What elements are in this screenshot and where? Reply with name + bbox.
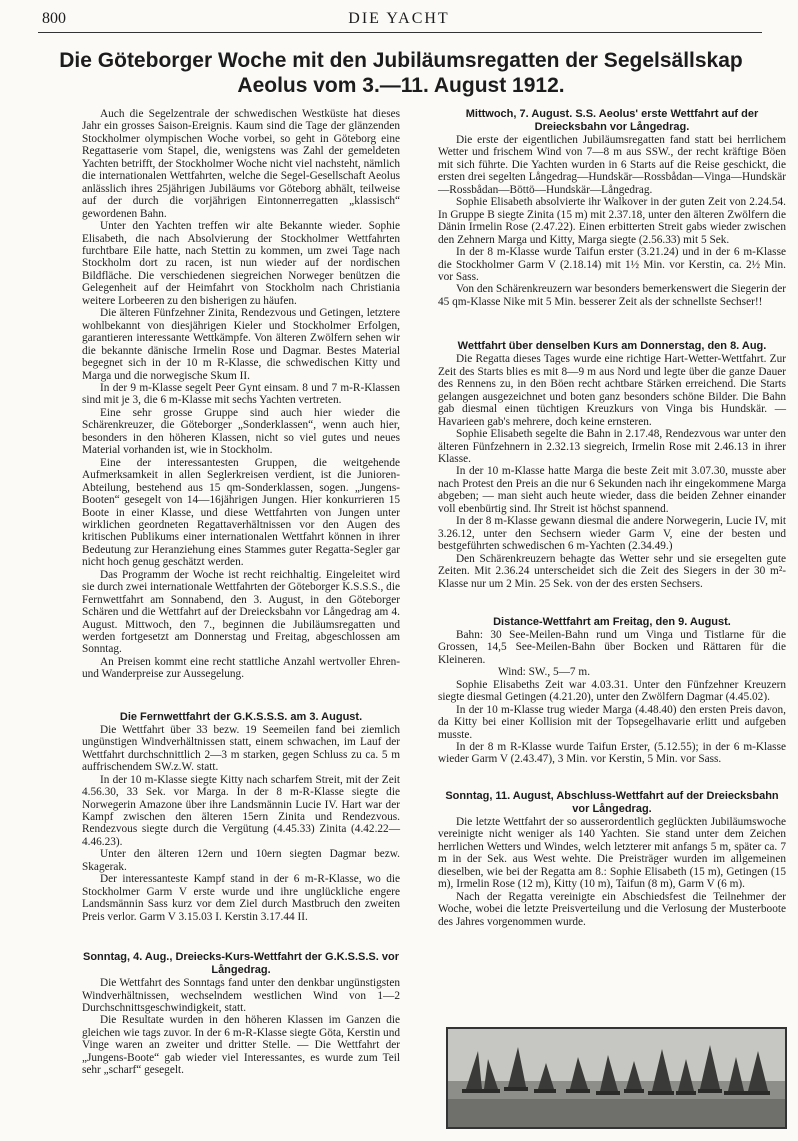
regatta-sailboats-illustration [448, 1029, 785, 1127]
paragraph: In der 8 m-Klasse wurde Taifun erster (3.21.24) und in der 6 m-Klasse die Stockholmer Garm V (2.18.14) mit 1½ Min. vor Kerstin, ca. 2½ Min. vor Sass. [438, 246, 786, 283]
paragraph: Von den Schärenkreuzern war besonders bemerkenswert die Siegerin der 45 qm-Klasse Nike mit 5 Min. besserer Zeit als der schnellste Sechser!! [438, 283, 786, 308]
section-heading: Distance-Wettfahrt am Freitag, den 9. August. [493, 615, 731, 628]
right-column [438, 108, 786, 928]
section-sonntag-4-aug [82, 951, 400, 1077]
section-mittwoch-7-aug [438, 108, 786, 308]
paragraph: Sophie Elisabeths Zeit war 4.03.31. Unter den Fünfzehner Kreuzern siegte diesmal Getingen (4.21.20), unter den Zwölfern Dagmar (4.45.02). [438, 678, 786, 704]
journal-title: DIE YACHT [348, 10, 450, 27]
paragraph: Die Regatta dieses Tages wurde eine richtige Hart-Wetter-Wettfahrt. Zur Zeit des Starts blies es mit 8—9 m aus Nord und legte über die ganze Dauer des Rennens zu, in den Böen recht achtbare Stärken erreichend. Die Starts gelangen ausgezeichnet und boten ganz besonders schöne Bilder. Die Bahn gab diesmal einen tüchtigen Kreuzkurs von Vinga bis Hundskär. — Havarieen gab's mehrere, doch keine ernsteren. [438, 353, 786, 428]
paragraph: Der interessanteste Kampf stand in der 6 m-R-Klasse, wo die Stockholmer Garm V erste wurde und ihre unglückliche engere Landsmännin Sass kurz vor dem Ziel durch Mastbruch den zweiten Preis verlor. Garm V 3.15.03 I. Kerstin 3.17.44 II. [82, 873, 400, 923]
regatta-photo [446, 1027, 787, 1129]
paragraph: In der 10 m-Klasse trug wieder Marga (4.48.40) den ersten Preis davon, da Kitty bei einer Kollision mit der Topsegelhavarie erlitt und aufgeben musste. [438, 703, 786, 741]
paragraph: In der 9 m-Klasse segelt Peer Gynt einsam. 8 und 7 m-R-Klassen sind mit je 3, die 6 m-Klasse mit sechs Yachten vertreten. [82, 381, 400, 407]
paragraph: Wind: SW., 5—7 m. [498, 666, 591, 679]
paragraph: In der 10 m-Klasse siegte Kitty nach scharfem Streit, mit der Zeit 4.56.30, 33 Sek. vor Marga. In der 8 m-R-Klasse siegte die Norwegerin Amazone über ihre Landsmännin Lucie IV. Hart war der Kampf zwischen den älteren 15ern Zinita und Rendezvous. Rendezvous siegte durch die Vergütung (4.45.33) Zinita (4.42.22—4.46.23). [82, 773, 400, 848]
section-freitag-9-aug [438, 616, 786, 766]
paragraph: Die letzte Wettfahrt der so ausserordentlich geglückten Jubiläumswoche vereinigte nicht weniger als 140 Yachten. Sie stand unter dem Zeichen herrlichen Wetters und Windes, welch letzterer mit anfangs 5 m, später ca. 7 m in der Sek. aus West wehte. Die Preisträger wurden im allgemeinen dieselben, wie bei der Regatta am 8.: Sophie Elisabeth (15 m), Getingen (15 m), Irmelin Rose (12 m), Kitty (10 m), Taifun (8 m), Garm V (6 m). [438, 815, 786, 891]
paragraph: Die Wettfahrt des Sonntags fand unter den denkbar ungünstigsten Windverhältnissen, wechselndem westlichen Wind von 1—2 Durchschnittsgeschwindigkeit, statt. [82, 977, 400, 1014]
paragraph: Den Schärenkreuzern behagte das Wetter sehr und sie ersegelten gute Zeiten. Mit 2.36.24 unterscheidet sich die Zeit des Siegers in der 30 m²-Klasse nur um 2 Min. 25 Sek. von der des ersten Sechsers. [438, 552, 786, 590]
paragraph: In der 10 m-Klasse hatte Marga die beste Zeit mit 3.07.30, musste aber nach Protest den Preis an die nur 6 Sekunden nach ihr eingekommene Marga abgeben; — man sieht auch heute wieder, dass die beiden Zehner einander voll ebenbürtig sind. Ihr Streit ist höchst spannend. [438, 465, 786, 515]
paragraph: In der 8 m R-Klasse wurde Taifun Erster, (5.12.55); in der 6 m-Klasse wieder Garm V (2.43.47), 3 Min. vor Kerstin, 5 Min. vor Sass. [438, 741, 786, 766]
paragraph: Eine der interessantesten Gruppen, die weitgehende Aufmerksamkeit in allen Seglerkreisen verdient, ist die Junioren-Abteilung, bestehend aus 15 qm-Sonderklassen, sogen. „Jungens-Booten“ gesegelt von 14—16jährigen Jungen. Hier konkurrieren 15 Boote in einer Klasse, und diese Wettfahrten von Jungen unter wirklichen geordneten Regattaverhältnissen vor den Augen des kritischen Publikums einer internationalen Wettfahrt können in ihrer Bedeutung zur Heranziehung eines Stammes guter Regatta-Segler gar nicht hoch genug geschätzt werden. [82, 456, 400, 569]
paragraph: Auch die Segelzentrale der schwedischen Westküste hat dieses Jahr ein grosses Saison-Ereignis. Kaum sind die Tage der glänzenden Stockholmer olympischen Woche vorbei, so geht in Göteborg eine Regattaserie vom Stapel, die, wenigstens was Zahl der gemeldeten Yachten betrifft, der Stockholmer Woche nicht viel nachsteht, nämlich die internationalen Wettfahrten, welche die Segel-Gesellschaft Aeolus anlässlich ihres 25jährigen Jubiläums vor Göteborg abhält, teilweise auf der durch die vorjährigen Eintonnerregatten „klassisch“ gewordenen Bahn. [82, 108, 400, 220]
section-sonntag-11-aug [438, 790, 786, 928]
section-heading: Sonntag, 4. Aug., Dreiecks-Kurs-Wettfahrt der G.K.S.S.S. vor Långedrag. [82, 951, 399, 977]
paragraph: Die Wettfahrt über 33 bezw. 19 Seemeilen fand bei ziemlich ungünstigen Windverhältnissen statt, einem schwachen, im Lauf der Wettfahrt durchschnittlich 2—3 m starken, gegen Schluss zu ca. 5 m auffrischendem SW.z.W. statt. [82, 723, 400, 774]
paragraph: Eine sehr grosse Gruppe sind auch hier wieder die Schärenkreuzer, die Göteborger „Sonderklassen“, wenn auch hier, besonders in den höheren Klassen, nicht so viel gutes und neues Material vorhanden ist, wie in Stockholm. [82, 406, 400, 457]
article-title: Die Göteborger Woche mit den Jubiläumsregatten der Segelsällskap Aeolus vom 3.—11. August 1912. [59, 49, 743, 97]
section-fernwettfahrt [82, 711, 400, 923]
section-heading: Sonntag, 11. August, Abschluss-Wettfahrt auf der Dreiecksbahn vor Långedrag. [445, 789, 779, 815]
page-number: 800 [42, 10, 66, 27]
section-donnerstag-8-aug [438, 340, 786, 590]
section-heading: Mittwoch, 7. August. S.S. Aeolus' erste Wettfahrt auf der Dreiecksbahn vor Långedrag. [465, 108, 759, 133]
paragraph: Nach der Regatta vereinigte ein Abschiedsfest die Teilnehmer der Woche, wobei die letzte Preisverteilung und die Verlosung der Musterboote des Jahres vorgenommen wurde. [438, 890, 786, 928]
paragraph: An Preisen kommt eine recht stattliche Anzahl wertvoller Ehren- und Wanderpreise zur Aussegelung. [82, 655, 400, 681]
paragraph: Sophie Elisabeth absolvierte ihr Walkover in der guten Zeit von 2.24.54. In Gruppe B siegte Zinita (15 m) mit 2.37.18, unter den älteren Zwölfern die Dänin Irmelin Rose (2.47.22). Einen erbitterten Streit gabs wieder zwischen den Zehnern Marga und Kitty, Marga siegte (2.56.33) mit 5 Sek. [438, 196, 786, 246]
section-heading: Die Fernwettfahrt der G.K.S.S.S. am 3. August. [119, 710, 363, 723]
paragraph: Unter den Yachten treffen wir alte Bekannte wieder. Sophie Elisabeth, die nach Absolvierung der Stockholmer Wettfahrten furchtbare Eile hatte, nach Stettin zu kommen, um zwei Tage nach Stockholm dort zu racen, ist nun wieder auf der nordischen Bildfläche. Die verschiedenen siegreichen Norweger benützen die Gelegenheit auf der Heimfahrt von Stockholm nach Christiania weitere Lorbeeren zu den bisherigen zu häufen. [82, 220, 400, 307]
page-header [0, 0, 798, 38]
paragraph: Unter den älteren 12ern und 10ern siegten Dagmar bezw. Skagerak. [82, 848, 400, 873]
paragraph: Das Programm der Woche ist recht reichhaltig. Eingeleitet wird sie durch zwei internationale Wettfahrten der Göteborger K.S.S.S., die Fernwettfahrt am Sonnabend, den 3. August, in den Göteborger Schären und die Wettfahrt auf der Dreiecksbahn vor Långedrag am 4. August. Mittwoch, den 7., beginnen die Jubiläumsregatten und werden fortgesetzt am Donnerstag und Freitag, abgeschlossen am Sonntag. [82, 568, 400, 656]
paragraph: Die erste der eigentlichen Jubiläumsregatten fand statt bei herrlichem Wetter und frischem Wind von 7—8 m aus SSW., der recht kräftige Böen mit sich führte. Die Yachten wurden in 6 Starts auf die Reise geschickt, die ersten drei segelten Långedrag—Hundskär—Rossbådan—Vinga—Hundskär—Rossbådan—Böttö—Hundskär—Långedrag. [438, 134, 786, 196]
paragraph: Die Resultate wurden in den höheren Klassen im Ganzen die gleichen wie tags zuvor. In der 6 m-R-Klasse siegte Göta, Kerstin und Vinge waren an zweiter und dritter Stelle. — Die Wettfahrt der „Jungens-Boote“ gab wieder viel Interessantes, es wurde zum Teil sehr „scharf“ gesegelt. [82, 1014, 400, 1077]
paragraph: In der 8 m-Klasse gewann diesmal die andere Norwegerin, Lucie IV, mit 3.26.12, unter den Sechsern wieder Garm V, eine der besten und bestgeführten schwedischen 6 m-Yachten (2.34.49.) [438, 515, 786, 553]
paragraph: Bahn: 30 See-Meilen-Bahn rund um Vinga und Tistlarne für die Grossen, 14,5 See-Meilen-Bahn über Bocken und Rättaren für die Kleineren. [438, 628, 786, 666]
section-heading: Wettfahrt über denselben Kurs am Donnerstag, den 8. Aug. [457, 340, 767, 353]
paragraph: Die älteren Fünfzehner Zinita, Rendezvous und Getingen, letztere wohlbekannt von diesjährigen Kieler und Stockholmer Erfolgen, garantieren interessante Wettkämpfe. Von älteren Zwölfern sehen wir die bekannte dänische Irmelin Rose und Dagmar. Bestes Material begegnet sich in der 10 m R-Klasse, die schwedischen Kitty und Marga und die norwegische Skum II. [82, 307, 400, 382]
header-rule [38, 32, 762, 33]
paragraph: Sophie Elisabeth segelte die Bahn in 2.17.48, Rendezvous war unter den älteren Fünfzehnern in 2.32.13 siegreich, Irmelin Rose mit 2.46.13 in ihrer Klasse. [438, 428, 786, 465]
left-column [82, 108, 400, 1077]
